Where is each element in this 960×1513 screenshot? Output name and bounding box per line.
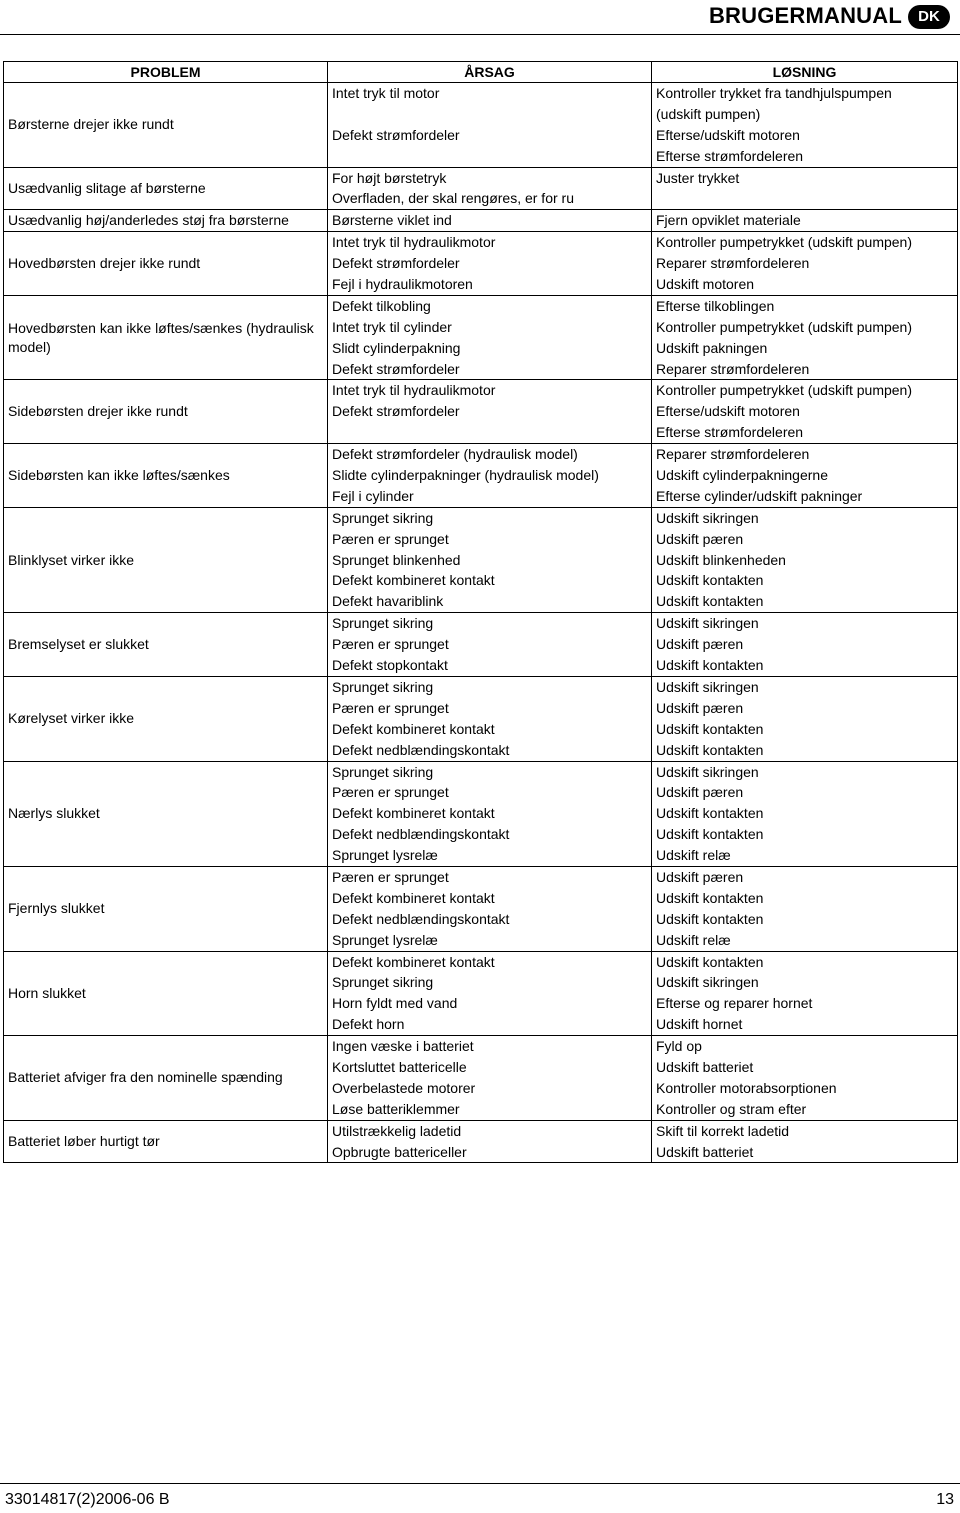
cause-line: Intet tryk til cylinder <box>332 318 452 335</box>
cause-line: Horn fyldt med vand <box>332 995 458 1012</box>
manual-title: BRUGERMANUAL <box>708 3 902 28</box>
solution-cell <box>652 866 958 951</box>
cause-cell <box>328 295 652 380</box>
cause-line: Løse batteriklemmer <box>332 1100 460 1117</box>
table-row <box>4 210 958 232</box>
solution-line: Udskift kontakten <box>656 720 764 737</box>
solution-line: Kontroller og stram efter <box>656 1100 807 1117</box>
solution-line: Udskift pæren <box>656 784 744 801</box>
cause-line: Defekt strømfordeler <box>332 126 460 143</box>
table-row <box>4 295 958 380</box>
solution-line: Kontroller pumpetrykket (udskift pumpen) <box>656 382 912 399</box>
solution-line: Efterse tilkoblingen <box>656 297 775 314</box>
solution-cell <box>652 507 958 612</box>
solution-line: Efterse og reparer hornet <box>656 995 813 1012</box>
solution-line: Udskift batteriet <box>656 1143 754 1160</box>
cause-line <box>332 146 647 167</box>
solution-line: Juster trykket <box>656 169 740 186</box>
solution-cell <box>652 613 958 677</box>
problem-cell: Fjernlys slukket <box>4 866 328 951</box>
language-badge: DK <box>908 5 950 29</box>
solution-cell <box>652 444 958 508</box>
cause-cell <box>328 83 652 168</box>
cause-line: Defekt kombineret kontakt <box>332 953 495 970</box>
cause-line: Pæren er sprunget <box>332 784 449 801</box>
problem-cell: Usædvanlig høj/anderledes støj fra børsterne <box>4 210 328 232</box>
solution-line: Udskift kontakten <box>656 805 764 822</box>
cause-line: Overbelastede motorer <box>332 1079 476 1096</box>
column-header-solution: LØSNING <box>652 62 958 83</box>
problem-cell: Horn slukket <box>4 951 328 1036</box>
problem-cell: Kørelyset virker ikke <box>4 676 328 761</box>
cause-line: Pæren er sprunget <box>332 699 449 716</box>
table-row <box>4 444 958 508</box>
cause-line: Sprunget sikring <box>332 509 434 526</box>
cause-line: Slidte cylinderpakninger (hydraulisk model) <box>332 467 599 484</box>
cause-line: Intet tryk til motor <box>332 85 440 101</box>
problem-cell: Sidebørsten drejer ikke rundt <box>4 380 328 444</box>
solution-cell <box>652 676 958 761</box>
solution-line: Udskift pæren <box>656 868 744 885</box>
cause-line: Defekt kombineret kontakt <box>332 805 495 822</box>
cause-line: Defekt havariblink <box>332 593 444 610</box>
solution-cell <box>652 380 958 444</box>
solution-line: Reparer strømfordeleren <box>656 446 810 463</box>
table-row <box>4 613 958 677</box>
problem-cell: Blinklyset virker ikke <box>4 507 328 612</box>
table-row <box>4 761 958 866</box>
cause-line: Defekt nedblændingskontakt <box>332 910 510 927</box>
document-number: 33014817(2)2006-06 B <box>5 1491 170 1508</box>
solution-cell <box>652 210 958 232</box>
page-number: 13 <box>936 1491 954 1508</box>
cause-line <box>332 422 647 443</box>
solution-cell <box>652 951 958 1036</box>
table-row <box>4 167 958 210</box>
solution-line: Udskift sikringen <box>656 974 759 991</box>
cause-line: Defekt kombineret kontakt <box>332 572 495 589</box>
cause-line: Ingen væske i batteriet <box>332 1038 474 1055</box>
solution-line: Efterse/udskift motoren <box>656 403 800 420</box>
solution-line: Skift til korrekt ladetid <box>656 1122 790 1139</box>
problem-cell: Hovedbørsten drejer ikke rundt <box>4 232 328 296</box>
solution-line: Udskift blinkenheden <box>656 551 786 568</box>
cause-line: Fejl i hydraulikmotoren <box>332 276 473 293</box>
page-header <box>0 0 960 34</box>
cause-line: Defekt kombineret kontakt <box>332 720 495 737</box>
table-row <box>4 676 958 761</box>
cause-cell <box>328 444 652 508</box>
cause-line: Defekt nedblændingskontakt <box>332 741 510 758</box>
cause-line: Sprunget lysrelæ <box>332 847 438 864</box>
problem-cell: Sidebørsten kan ikke løftes/sænkes <box>4 444 328 508</box>
cause-line: Defekt horn <box>332 1016 405 1033</box>
cause-line: Sprunget sikring <box>332 974 434 991</box>
table-row <box>4 1120 958 1163</box>
column-header-problem: PROBLEM <box>4 62 328 83</box>
solution-line: Reparer strømfordeleren <box>656 360 810 377</box>
cause-line: Slidt cylinderpakning <box>332 339 461 356</box>
solution-line: Efterse strømfordeleren <box>656 147 804 164</box>
solution-line: Udskift sikringen <box>656 678 759 695</box>
solution-cell <box>652 1120 958 1163</box>
cause-line: Kortsluttet battericelle <box>332 1058 467 1075</box>
cause-line: Sprunget sikring <box>332 678 434 695</box>
cause-line: Pæren er sprunget <box>332 868 449 885</box>
solution-line: Efterse cylinder/udskift pakninger <box>656 487 863 504</box>
cause-line: Opbrugte battericeller <box>332 1143 467 1160</box>
solution-line: Udskift relæ <box>656 931 731 948</box>
table-row <box>4 951 958 1036</box>
solution-line: Udskift kontakten <box>656 593 764 610</box>
cause-line: Sprunget lysrelæ <box>332 931 438 948</box>
cause-line: Pæren er sprunget <box>332 530 449 547</box>
cause-line: For højt børstetryk <box>332 169 447 186</box>
cause-line: Børsterne viklet ind <box>332 212 452 229</box>
cause-cell <box>328 232 652 296</box>
problem-cell: Usædvanlig slitage af børsterne <box>4 167 328 210</box>
solution-line: Efterse strømfordeleren <box>656 424 804 441</box>
table-row <box>4 866 958 951</box>
cause-cell <box>328 951 652 1036</box>
cause-line: Sprunget sikring <box>332 615 434 632</box>
solution-line: Efterse/udskift motoren <box>656 126 800 143</box>
cause-line: Intet tryk til hydraulikmotor <box>332 382 496 399</box>
solution-line: Udskift relæ <box>656 847 731 864</box>
solution-line: Kontroller motorabsorptionen <box>656 1079 837 1096</box>
solution-cell <box>652 83 958 168</box>
table-row <box>4 1036 958 1121</box>
problem-cell: Nærlys slukket <box>4 761 328 866</box>
solution-line: Udskift kontakten <box>656 826 764 843</box>
cause-cell <box>328 167 652 210</box>
problem-cell: Børsterne drejer ikke rundt <box>4 83 328 168</box>
cause-line: Defekt strømfordeler <box>332 403 460 420</box>
cause-cell <box>328 613 652 677</box>
solution-line <box>656 188 953 209</box>
solution-line: Udskift sikringen <box>656 509 759 526</box>
solution-cell <box>652 232 958 296</box>
column-header-cause: ÅRSAG <box>328 62 652 83</box>
cause-cell <box>328 210 652 232</box>
footer-divider <box>0 1483 960 1484</box>
cause-cell <box>328 380 652 444</box>
cause-cell <box>328 1120 652 1163</box>
cause-line: Defekt kombineret kontakt <box>332 889 495 906</box>
cause-line: Fejl i cylinder <box>332 487 414 504</box>
solution-cell <box>652 295 958 380</box>
problem-cell: Batteriet løber hurtigt tør <box>4 1120 328 1163</box>
table-row <box>4 232 958 296</box>
cause-line <box>332 104 647 125</box>
solution-line: Reparer strømfordeleren <box>656 255 810 272</box>
solution-line: Udskift pakningen <box>656 339 768 356</box>
header-divider <box>0 34 960 35</box>
problem-cell: Batteriet afviger fra den nominelle spænding <box>4 1036 328 1121</box>
table-header-row <box>4 62 958 83</box>
solution-line: Udskift pæren <box>656 530 744 547</box>
solution-line: Udskift batteriet <box>656 1058 754 1075</box>
cause-line: Defekt strømfordeler <box>332 360 460 377</box>
solution-line: Udskift pæren <box>656 636 744 653</box>
cause-line: Utilstrækkelig ladetid <box>332 1122 462 1139</box>
solution-line: (udskift pumpen) <box>656 105 761 122</box>
solution-line: Udskift kontakten <box>656 741 764 758</box>
cause-line: Sprunget blinkenhed <box>332 551 461 568</box>
cause-line: Defekt nedblændingskontakt <box>332 826 510 843</box>
solution-line: Udskift pæren <box>656 699 744 716</box>
solution-cell <box>652 167 958 210</box>
solution-cell <box>652 1036 958 1121</box>
cause-cell <box>328 761 652 866</box>
solution-line: Udskift kontakten <box>656 889 764 906</box>
solution-line: Kontroller pumpetrykket (udskift pumpen) <box>656 234 912 251</box>
solution-line: Udskift sikringen <box>656 615 759 632</box>
cause-line: Defekt strømfordeler <box>332 255 460 272</box>
table-row <box>4 380 958 444</box>
cause-cell <box>328 676 652 761</box>
solution-line: Udskift kontakten <box>656 572 764 589</box>
solution-line: Fyld op <box>656 1038 702 1055</box>
solution-line: Kontroller trykket fra tandhjulspumpen <box>656 85 892 101</box>
solution-line: Udskift kontakten <box>656 910 764 927</box>
solution-line: Udskift sikringen <box>656 763 759 780</box>
troubleshooting-table <box>3 61 958 1163</box>
solution-line: Udskift hornet <box>656 1016 743 1033</box>
cause-line: Intet tryk til hydraulikmotor <box>332 234 496 251</box>
cause-cell <box>328 1036 652 1121</box>
problem-cell: Bremselyset er slukket <box>4 613 328 677</box>
cause-line: Pæren er sprunget <box>332 636 449 653</box>
solution-line: Udskift cylinderpakningerne <box>656 467 828 484</box>
cause-line: Defekt tilkobling <box>332 297 431 314</box>
solution-line: Udskift kontakten <box>656 657 764 674</box>
solution-line: Udskift motoren <box>656 276 755 293</box>
table-row <box>4 507 958 612</box>
cause-cell <box>328 507 652 612</box>
solution-cell <box>652 761 958 866</box>
solution-line: Udskift kontakten <box>656 953 764 970</box>
cause-cell <box>328 866 652 951</box>
cause-line: Defekt strømfordeler (hydraulisk model) <box>332 446 578 463</box>
problem-cell: Hovedbørsten kan ikke løftes/sænkes (hydraulisk model) <box>4 295 328 380</box>
solution-line: Kontroller pumpetrykket (udskift pumpen) <box>656 318 912 335</box>
table-row <box>4 83 958 168</box>
cause-line: Defekt stopkontakt <box>332 657 448 674</box>
cause-line: Sprunget sikring <box>332 763 434 780</box>
cause-line: Overfladen, der skal rengøres, er for ru <box>332 190 574 207</box>
solution-line: Fjern opviklet materiale <box>656 212 801 229</box>
